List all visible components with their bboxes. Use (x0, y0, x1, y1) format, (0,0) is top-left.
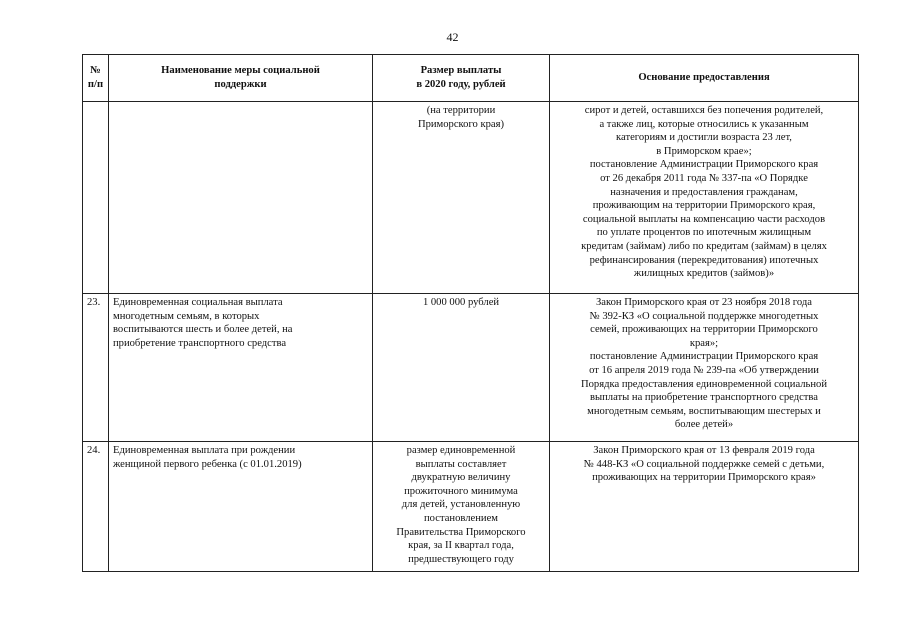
row-amount: 1 000 000 рублей (373, 294, 550, 442)
header-amount: Размер выплаты в 2020 году, рублей (373, 55, 550, 102)
row-name (109, 102, 373, 294)
table-row (83, 294, 859, 442)
row-name: Единовременная социальная выплата многодетным семьям, в которых воспитываются шесть и более детей, на приобретение транспортного средства (109, 294, 373, 442)
social-support-table (82, 54, 859, 572)
table-row (83, 102, 859, 294)
row-basis: Закон Приморского края от 23 ноября 2018 года № 392-КЗ «О социальной поддержке многодетных семей, проживающих на территории Приморского края»; постановление Администрации Приморского края от 16 апреля 2019 года № 239-па «Об утверждении Порядка предоставления единовременной социальной выплаты на приобретение транспортного средства многодетным семьям, воспитывающим шестерых и более детей» (550, 294, 859, 442)
row-num (83, 102, 109, 294)
page-number: 42 (446, 30, 459, 44)
header-basis: Основание предоставления (550, 55, 859, 102)
row-basis: Закон Приморского края от 13 февраля 2019 года № 448-КЗ «О социальной поддержке семей с детьми, проживающих на территории Приморского края» (550, 442, 859, 572)
row-name: Единовременная выплата при рождении женщиной первого ребенка (с 01.01.2019) (109, 442, 373, 572)
row-amount: (на территории Приморского края) (373, 102, 550, 294)
table-row (83, 442, 859, 572)
row-num: 24. (83, 442, 109, 572)
row-num: 23. (83, 294, 109, 442)
row-basis: сирот и детей, оставшихся без попечения родителей, а также лиц, которые относились к указанным категориям и достигли возраста 23 лет, в Приморском крае»; постановление Администрации Приморского края от 26 декабря 2011 года № 337-па «О Порядке назначения и предоставления гражданам, проживающим на территории Приморского края, социальной выплаты на компенсацию части расходов по уплате процентов по ипотечным жилищным кредитам (займам) либо по кредитам (займам) в целях рефинансирования (перекредитования) ипотечных жилищных кредитов (займов)» (550, 102, 859, 294)
row-amount: размер единовременной выплаты составляет двукратную величину прожиточного минимума для детей, установленную постановлением Правительства Приморского края, за II квартал года, предшествующего году (373, 442, 550, 572)
header-num: № п/п (83, 55, 109, 102)
header-name: Наименование меры социальной поддержки (109, 55, 373, 102)
table-header-row (83, 55, 859, 102)
